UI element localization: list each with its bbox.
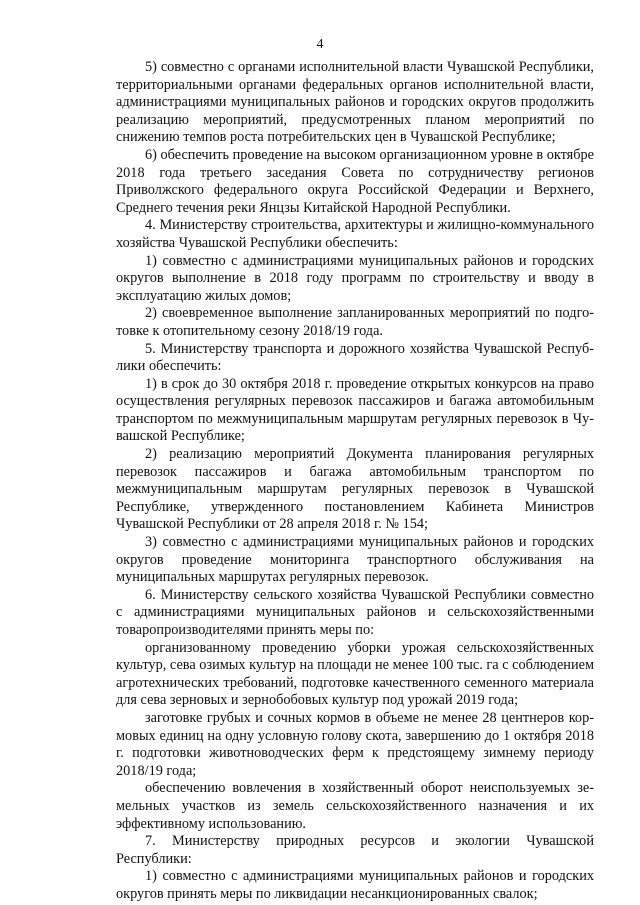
page-number: 4 (316, 37, 324, 52)
paragraph-4-1: 1) совместно с администрациями муниципальных районов и городских округов выполнение в 2018 году программ по строительству и вводу в эксплуатацию жилых домов; (116, 252, 594, 304)
section-6-heading: 6. Министерству сельского хозяйства Чувашской Республики совместно с администрациями муниципальных районов и сельскохозяйственными товаропроизводителями принять меры по: (116, 586, 594, 638)
paragraph-5-2: 2) реализацию мероприятий Документа планирования регулярных перевозок пассажиров и багажа автомобильным транспортом по межмуниципальным маршрутам регулярных перевозок в Чувашской Республике, утвержденного постановлением Кабинета Министров Чувашской Республики от 28 апреля 2018 г. № 154; (116, 446, 594, 533)
section-5-heading: 5. Министерству транспорта и дорожного хозяйства Чувашской Республики обеспечить: (116, 340, 594, 375)
paragraph-5-3: 3) совместно с администрациями муниципальных районов и городских округов проведение мониторинга транспортного обслуживания на муниципальных маршрутах регулярных перевозок. (116, 534, 594, 586)
paragraph-4-2: 2) своевременное выполнение запланированных мероприятий по подготовке к отопительному сезону 2018/19 года. (116, 305, 594, 339)
paragraph-5-5: 5) совместно с органами исполнительной власти Чувашской Республики, территориальными органами федеральных органов исполнительной власти, администрациями муниципальных районов и городских округов продолжить реализацию мероприятий, предусмотренных планом мероприятий по снижению темпов роста потребительских цен в Чувашской Республике; (116, 59, 594, 146)
paragraph-6-land-use: обеспечению вовлечения в хозяйственный оборот неиспользуемых земельных участков из земель сельскохозяйственного назначения и их эффективному использованию. (116, 780, 594, 832)
paragraph-7-1: 1) совместно с администрациями муниципальных районов и городских округов принять меры по ликвидации несанкционированных свалок; (116, 868, 594, 902)
paragraph-6-forage: заготовке грубых и сочных кормов в объеме не менее 28 центнеров кормовых единиц на одну условную голову скота, завершению до 1 октября 2018 г. подготовки животноводческих ферм к предстоящему зимнему периоду 2018/19 года; (116, 709, 594, 779)
document-body (116, 59, 594, 904)
section-7-heading: 7. Министерству природных ресурсов и экологии Чувашской Республики: (116, 833, 594, 867)
paragraph-6-harvest: организованному проведению уборки урожая сельскохозяйственных культур, сева озимых культур на площади не менее 100 тыс. га с соблюдением агротехнических требований, подготовке качественного семенного материала для сева зерновых и зернобобовых культур под урожай 2019 года; (116, 639, 594, 709)
section-4-heading: 4. Министерству строительства, архитектуры и жилищно-коммунального хозяйства Чувашской Республики обеспечить: (116, 217, 594, 251)
paragraph-5-1: 1) в срок до 30 октября 2018 г. проведение открытых конкурсов на право осуществления регулярных перевозок пассажиров и багажа автомобильным транспортом по межмуниципальным маршрутам регулярных перевозок в Чувашской Республике; (116, 375, 594, 445)
paragraph-5-6: 6) обеспечить проведение на высоком организационном уровне в октябре 2018 года третьего заседания Совета по сотрудничеству регионов Приволжского федерального округа Российской Федерации и Верхнего, Среднего течения реки Янцзы Китайской Народной Республики. (116, 146, 594, 216)
